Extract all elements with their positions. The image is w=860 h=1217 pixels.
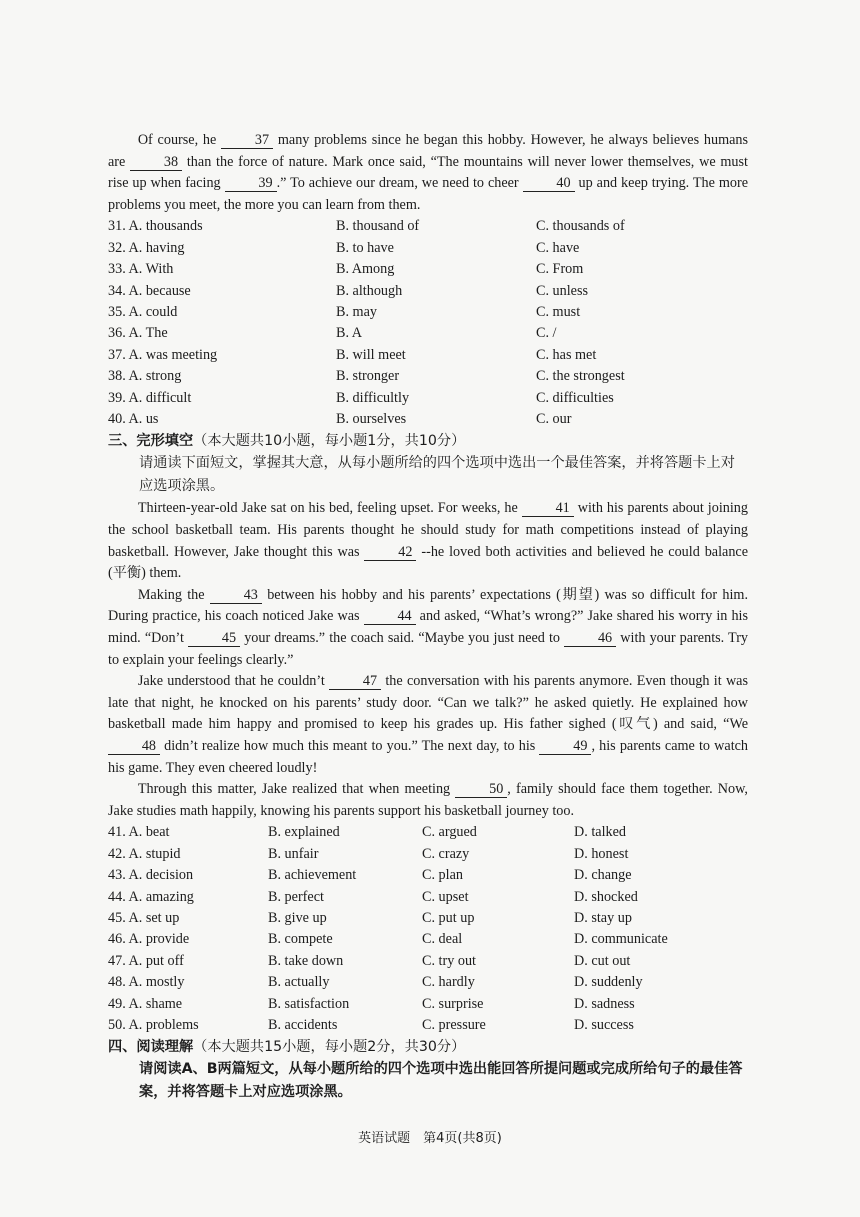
blank-43: 43 (210, 588, 262, 604)
blank-45: 45 (188, 631, 240, 647)
option-row-50: 50. A. problems B. accidents C. pressure D. success (108, 1017, 634, 1033)
passage2-paragraph-4: Through this matter, Jake realized that when meeting 50 , family should face them together. Now, Jake studies math happily, knowing his parents support his basketball journey too. (108, 781, 748, 819)
option-row-31: 31. A. thousands B. thousand of C. thousands of (108, 218, 625, 235)
option-row-37: 37. A. was meeting B. will meet C. has met (108, 346, 597, 363)
option-row-39: 39. A. difficult B. difficultly C. difficulties (108, 389, 614, 406)
passage1-paragraph: Of course, he 37 many problems since he began this hobby. However, he always believes humans are 38 than the force of nature. Mark once said, “The mountains will never lower themselves, we must rise up when facing 39 .” To achieve our dream, we need to cheer 40 up and keep trying. The more problems you meet, the more you can learn from them. (108, 132, 749, 213)
passage2-paragraph-3: Jake understood that he couldn’t 47 the conversation with his parents anymore. Even though it was late that night, he knocked on his parents’ study door. “Can we talk?” he asked quietly. He explained how basketball made him happy and promised to keep his grades up. His father sighed (叹气) and said, “We 48 didn’t realize how much this meant to you.” The next day, to his 49 , his parents came to watch his game. They even cheered loudly! (108, 673, 749, 776)
blank-47: 47 (329, 674, 381, 690)
blank-41: 41 (522, 501, 574, 517)
passage2-paragraph-2: Making the 43 between his hobby and his parents’ expectations (期望) was so difficult for him. During practice, his coach noticed Jake was 44 and asked, “What’s wrong?” Jake shared his worry in his mind. “Don’t 45 your dreams.” the coach said. “Maybe you just need to 46 with your parents. Try to explain your feelings clearly.” (108, 586, 749, 668)
section4-heading: 四、阅读理解（本大题共15小题，每小题2分，共30分） (108, 1039, 466, 1056)
section4-instruction: 请阅读A、B两篇短文，从每小题所给的四个选项中选出能回答所提问题或完成所给句子的最佳答案，并将答题卡上对应选项涂黑。 (139, 1061, 743, 1101)
option-row-33: 33. A. With B. Among C. From (108, 261, 584, 278)
option-row-46: 46. A. provide B. compete C. deal D. communicate (108, 931, 668, 948)
blank-48: 48 (108, 739, 160, 755)
page-content (108, 130, 748, 1104)
option-row-42: 42. A. stupid B. unfair C. crazy D. honest (108, 845, 629, 862)
option-row-34: 34. A. because B. although C. unless (108, 282, 589, 299)
option-row-36: 36. A. The B. A C. / (108, 325, 557, 342)
option-row-40: 40. A. us B. ourselves C. our (108, 411, 572, 428)
blank-50: 50 (455, 782, 507, 798)
option-row-32: 32. A. having B. to have C. have (108, 239, 580, 256)
option-row-38: 38. A. strong B. stronger C. the strongest (108, 368, 625, 385)
option-row-49: 49. A. shame B. satisfaction C. surprise D. sadness (108, 995, 635, 1012)
options-41-50 (108, 822, 748, 1036)
option-row-43: 43. A. decision B. achievement C. plan D. change (108, 867, 632, 884)
section3-instruction: 请通读下面短文，掌握其大意，从每小题所给的四个选项中选出一个最佳答案，并将答题卡上对应选项涂黑。 (139, 455, 735, 495)
blank-42: 42 (364, 545, 416, 561)
section3-heading: 三、完形填空（本大题共10小题，每小题1分，共10分） (108, 433, 466, 450)
blank-38: 38 (130, 155, 182, 171)
option-row-48: 48. A. mostly B. actually C. hardly D. suddenly (108, 974, 643, 991)
option-row-44: 44. A. amazing B. perfect C. upset D. shocked (108, 888, 638, 905)
blank-44: 44 (364, 609, 416, 625)
option-row-35: 35. A. could B. may C. must (108, 304, 581, 320)
option-row-41: 41. A. beat B. explained C. argued D. talked (108, 824, 627, 841)
page-footer: 英语试题 第4页(共8页) (358, 1131, 502, 1146)
blank-46: 46 (564, 631, 616, 647)
option-row-45: 45. A. set up B. give up C. put up D. stay up (108, 909, 632, 926)
blank-49: 49 (539, 739, 591, 755)
blank-40: 40 (523, 176, 575, 192)
option-row-47: 47. A. put off B. take down C. try out D. cut out (108, 952, 631, 969)
passage2-paragraph-1: Thirteen-year-old Jake sat on his bed, feeling upset. For weeks, he 41 with his parents about joining the school basketball team. His parents thought he should study for math competitions instead of playing basketball. However, Jake thought this was 42 --he loved both activities and believed he could balance (平衡) them. (108, 500, 749, 582)
blank-37: 37 (221, 133, 273, 149)
options-31-40 (108, 216, 748, 430)
blank-39: 39 (225, 176, 277, 192)
